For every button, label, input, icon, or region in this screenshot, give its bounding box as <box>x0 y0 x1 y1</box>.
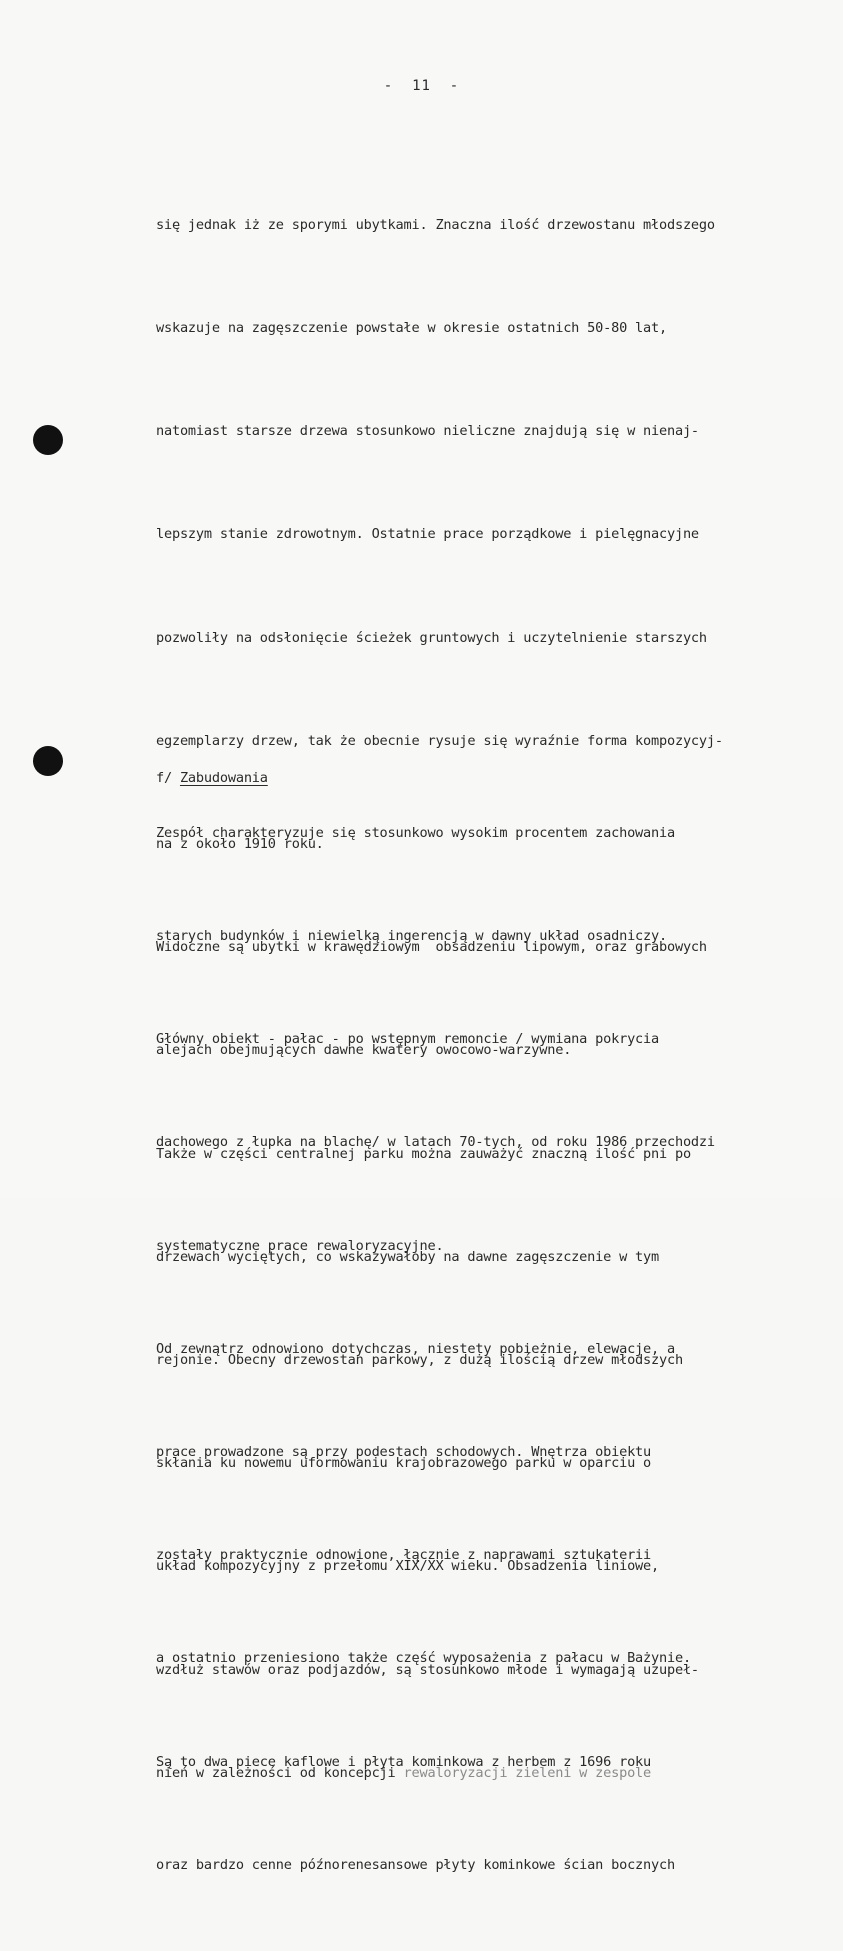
text-line: systematyczne prace rewaloryzacyjne. <box>156 1237 444 1254</box>
text-line: układ kompozycyjny z przełomu XIX/XX wieku. Obsadzenia liniowe, <box>156 1558 660 1575</box>
punch-hole <box>33 425 63 455</box>
text-line: prace prowadzone są przy podestach schodowych. Wnętrza obiektu <box>156 1444 652 1461</box>
text-faint: rewaloryzacji zieleni w zespole <box>403 1764 652 1781</box>
section-heading-title: Zabudowania <box>179 769 268 786</box>
text-line: pozwoliły na odsłonięcie ścieżek gruntowych i uczytelnienie starszych <box>156 629 707 646</box>
text-line: skłania ku nowemu uformowaniu krajobrazowego parku w oparciu o <box>156 1455 652 1472</box>
text-line: a ostatnio przeniesiono także część wyposażenia z pałacu w Bażynie. <box>156 1650 691 1667</box>
text-line: Także w części centralnej parku można zauważyć znaczną ilość pni po <box>156 1145 691 1162</box>
text-line: natomiast starsze drzewa stosunkowo nieliczne znajdują się w nienaj- <box>156 423 699 440</box>
paragraph-buildings <box>156 747 756 1951</box>
text-line: wzdłuż stawów oraz podjazdów, są stosunkowo młode i wymagają uzupeł- <box>156 1661 699 1678</box>
text-line: Od zewnątrz odnowiono dotychczas, niestety pobieżnie, elewacje, a <box>156 1340 675 1357</box>
text-line: Zespół charakteryzuje się stosunkowo wysokim procentem zachowania <box>156 824 675 841</box>
text-line: dachowego z łupka na blachę/ w latach 70-tych, od roku 1986 przechodzi <box>156 1134 715 1151</box>
punch-hole <box>33 746 63 776</box>
text-line: Są to dwa piece kaflowe i płyta kominkowa z herbem z 1696 roku <box>156 1753 652 1770</box>
text-line: Widoczne są ubytki w krawędziowym obsadzeniu lipowym, oraz grabowych <box>156 939 707 956</box>
page-number: - 11 - <box>383 78 460 94</box>
text-line: się jednak iż ze sporymi ubytkami. Znaczna ilość drzewostanu młodszego <box>156 216 715 233</box>
text-line: lepszym stanie zdrowotnym. Ostatnie prace porządkowe i pielęgnacyjne <box>156 526 699 543</box>
text-line: oraz bardzo cenne późnorenesansowe płyty kominkowe ścian bocznych <box>156 1856 675 1873</box>
text-line: starych budynków i niewielką ingerencją w dawny układ osadniczy. <box>156 928 667 945</box>
text-line: zostały praktycznie odnowione, łącznie z naprawami sztukaterii <box>156 1547 652 1564</box>
text-line: egzemplarzy drzew, tak że obecnie rysuje się wyraźnie forma kompozycyj- <box>156 732 723 749</box>
section-heading-prefix: f/ <box>156 769 180 786</box>
text-line: wskazuje na zagęszczenie powstałe w okresie ostatnich 50-80 lat, <box>156 320 667 337</box>
text-line: Główny obiekt - pałac - po wstępnym remoncie / wymiana pokrycia <box>156 1031 660 1048</box>
text-dark: nień w zależności od koncepcji <box>156 1764 404 1781</box>
text-line: alejach obejmujących dawne kwatery owocowo-warzywne. <box>156 1042 572 1059</box>
text-line: na z około 1910 roku. <box>156 836 324 853</box>
text-line: rejonie. Obecny drzewostan parkowy, z dużą ilością drzew młodszych <box>156 1352 683 1369</box>
text-line: drzewach wyciętych, co wskazywałoby na dawne zagęszczenie w tym <box>156 1248 660 1265</box>
